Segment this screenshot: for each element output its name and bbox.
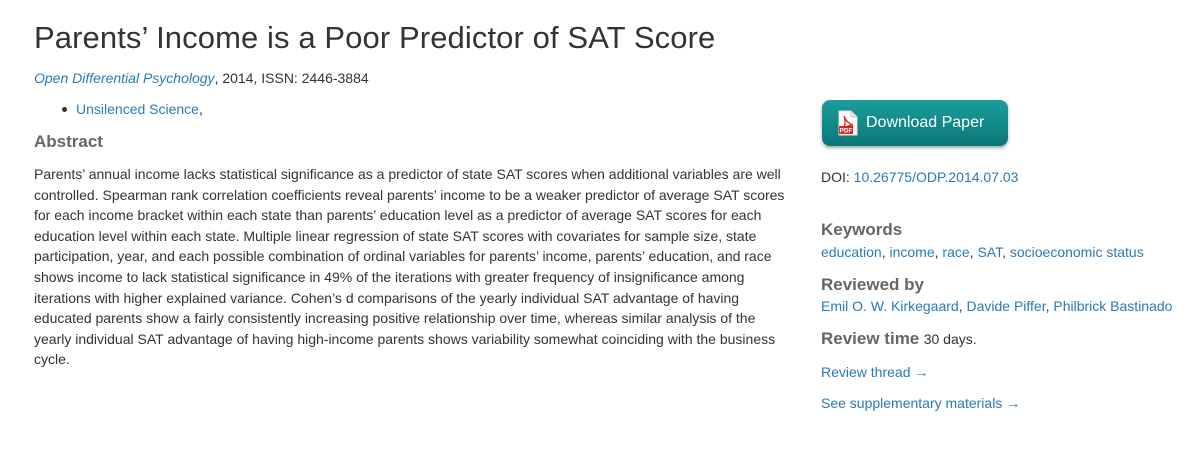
review-time-value: 30 days. [923, 331, 977, 347]
download-paper-button[interactable] [822, 100, 1008, 146]
doi-link[interactable]: 10.26775/ODP.2014.07.03 [853, 169, 1019, 185]
download-label: Download Paper [866, 114, 985, 131]
keywords-heading: Keywords [821, 220, 903, 239]
review-time [821, 329, 977, 349]
pdf-icon [838, 110, 858, 136]
paper-title: Parents’ Income is a Poor Predictor of SAT Score [34, 20, 716, 55]
svg-text:PDF: PDF [839, 127, 853, 135]
abstract-heading: Abstract [34, 132, 103, 151]
reviewer-link[interactable]: Philbrick Bastinado [1053, 298, 1173, 314]
reviewer-link[interactable]: Emil O. W. Kirkegaard [821, 298, 959, 314]
keyword-link[interactable]: education [821, 244, 882, 260]
keyword-link[interactable]: SAT [977, 244, 1003, 260]
keyword-link[interactable]: income [889, 244, 935, 260]
review-thread-link[interactable]: Review thread → [821, 364, 929, 380]
bullet-icon [62, 107, 67, 112]
citation [34, 70, 369, 86]
collection-separator: , [198, 101, 203, 117]
journal-link[interactable]: Open Differential Psychology [34, 70, 215, 86]
abstract-text: Parents’ annual income lacks statistical significance as a predictor of state SAT scores when additional variables are well controlled. Spearman rank correlation coefficients reveal parents’ income to be a weaker predictor of average SAT scores for each income bracket within each state than parents’ education level as a predictor of average SAT scores for each education level within each state. Multiple linear regression of state SAT scores with covariates for sample size, state participation, year, and each possible combination of ordinal variables for parents’ income, parents’ education, and race shows income to lack statistical significance in 49% of the iterations with greater frequency of insignificance among iterations with higher explained variance. Cohen’s d comparisons of the yearly individual SAT advantage of having educated parents show a fairly consistently increasing positive relationship over time, whereas similar analysis of the yearly individual SAT advantage of having high-income parents shows variability somewhat coinciding with the business cycle. [34, 166, 785, 368]
review-time-label: Review time [821, 329, 920, 348]
collections-list [58, 101, 203, 117]
collection-link[interactable]: Unsilenced Science [76, 101, 199, 117]
doi-row [821, 169, 1018, 185]
keywords-list: education, income, race, SAT, socioeconomic status [821, 244, 1144, 260]
citation-details: , 2014, ISSN: 2446-3884 [214, 70, 369, 86]
reviewers-list: Emil O. W. Kirkegaard, Davide Piffer, Philbrick Bastinado [821, 298, 1173, 314]
doi-label: DOI: [821, 169, 850, 185]
keyword-link[interactable]: socioeconomic status [1009, 244, 1144, 260]
supplementary-materials-link[interactable]: See supplementary materials → [821, 395, 1021, 411]
list-item [58, 101, 203, 117]
reviewed-by-heading: Reviewed by [821, 275, 924, 294]
reviewer-link[interactable]: Davide Piffer [966, 298, 1046, 314]
keyword-link[interactable]: race [942, 244, 970, 260]
